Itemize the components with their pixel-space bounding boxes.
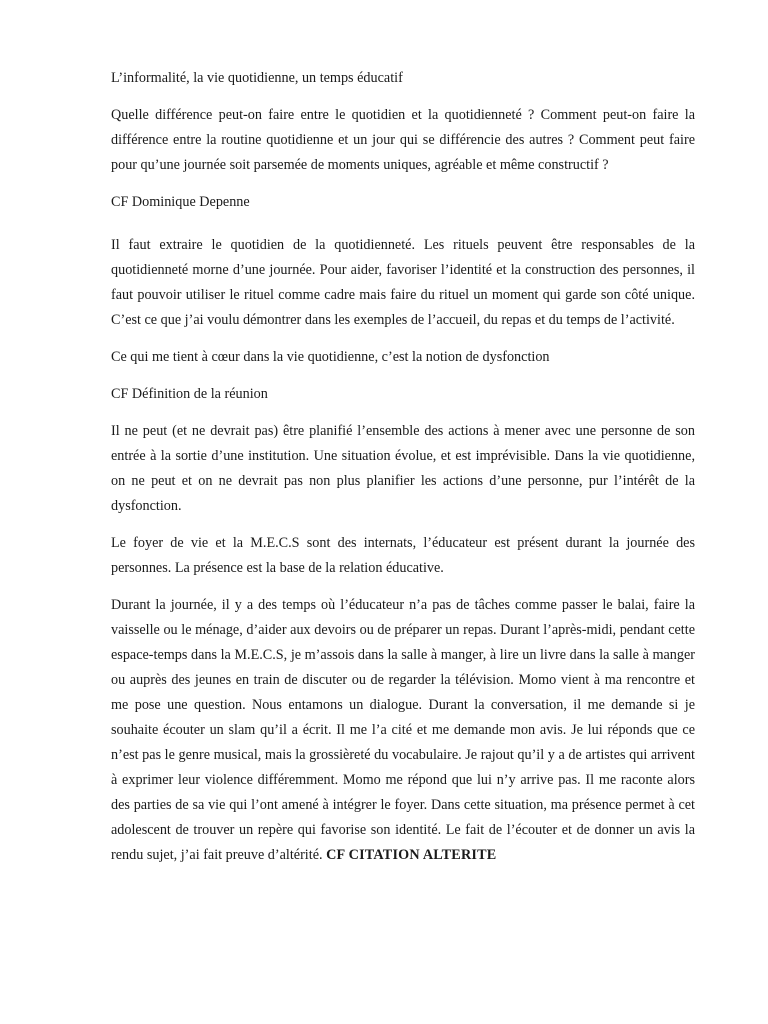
reference-reunion: CF Définition de la réunion xyxy=(111,386,268,402)
document-body xyxy=(111,66,695,880)
citation-reference: CF CITATION ALTERITE xyxy=(326,847,497,863)
paragraph-rituels: Il faut extraire le quotidien de la quotidienneté. Les rituels peuvent être responsables de la quotidienneté morne d’une journée. Pour aider, favoriser l’identité et la construction des personnes, il faut pouvoir utiliser le rituel comme cadre mais faire du rituel un moment qui garde son côté unique. C’est ce que j’ai voulu démontrer dans les exemples de l’accueil, du repas et du temps de l’activité. xyxy=(111,237,695,328)
paragraph-planification: Il ne peut (et ne devrait pas) être planifié l’ensemble des actions à mener avec une personne de son entrée à la sortie d’une institution. Une situation évolue, et est imprévisible. Dans la vie quotidienne, on ne peut et on ne devrait pas non plus planifier les actions d’une personne, pur l’intérêt de la dysfonction. xyxy=(111,423,695,514)
intro-paragraph: Quelle différence peut-on faire entre le quotidien et la quotidienneté ? Comment peut-on faire la différence entre la routine quotidienne et un jour qui se différencie des autres ? Comment peut faire pour qu’une journée soit parsemée de moments uniques, agréable et même constructif ? xyxy=(111,107,695,173)
paragraph-foyer: Le foyer de vie et la M.E.C.S sont des internats, l’éducateur est présent durant la journée des personnes. La présence est la base de la relation éducative. xyxy=(111,535,695,576)
paragraph-journee xyxy=(111,593,695,868)
section-title: L’informalité, la vie quotidienne, un temps éducatif xyxy=(111,70,403,86)
reference-depenne: CF Dominique Depenne xyxy=(111,194,250,210)
paragraph-dysfonction: Ce qui me tient à cœur dans la vie quotidienne, c’est la notion de dysfonction xyxy=(111,349,550,365)
journee-text: Durant la journée, il y a des temps où l’éducateur n’a pas de tâches comme passer le balai, faire la vaisselle ou le ménage, d’aider aux devoirs ou de préparer un repas. Durant l’après-midi, pendant cette espace-temps dans la M.E.C.S, je m’assois dans la salle à manger, à lire un livre dans la salle à manger ou auprès des jeunes en train de discuter ou de regarder la télévision. Momo vient à ma rencontre et me pose une question. Nous entamons un dialogue. Durant la conversation, il me demande si je souhaite écouter un slam qu’il a écrit. Il me l’a cité et me demande mon avis. Je lui réponds que ce n’est pas le genre musical, mais la grossièreté du vocabulaire. Je rajout qu’il y a de artistes qui arrivent à exprimer leur violence différemment. Momo me répond que lui n’y arrive pas. Il me raconte alors des parties de sa vie qui l’ont amené à intégrer le foyer. Dans cette situation, ma présence permet à cet adolescent de trouver un repère qui favorise son identité. Le fait de l’écouter et de donner un avis la rendu sujet, j’ai fait preuve d’altérité. xyxy=(111,597,695,863)
